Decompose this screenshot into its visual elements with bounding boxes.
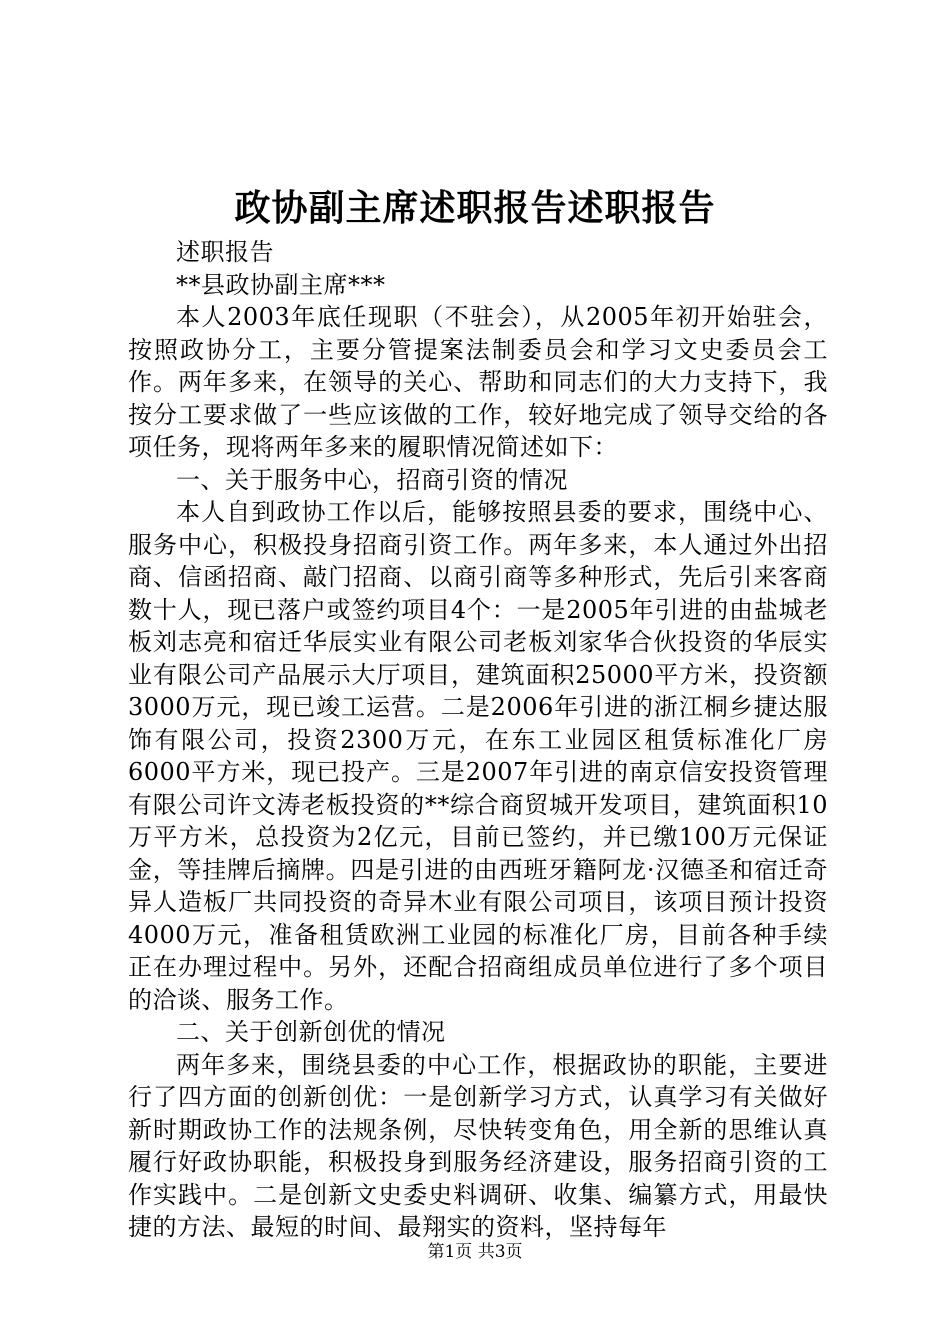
document-body	[128, 236, 828, 1244]
paragraph-investment: 本人自到政协工作以后，能够按照县委的要求，围绕中心、服务中心，积极投身招商引资工作。两年多来，本人通过外出招商、信函招商、敲门招商、以商引商等多种形式，先后引来客商数十人，现已落户或签约项目4个：一是2005年引进的由盐城老板刘志亮和宿迁华辰实业有限公司老板刘家华合伙投资的华辰实业有限公司产品展示大厅项目，建筑面积25000平方米，投资额3000万元，现已竣工运营。二是2006年引进的浙江桐乡捷达服饰有限公司，投资2300万元，在东工业园区租赁标准化厂房6000平方米，现已投产。三是2007年引进的南京信安投资管理有限公司许文涛老板投资的**综合商贸城开发项目，建筑面积10万平方米，总投资为2亿元，目前已签约，并已缴100万元保证金，等挂牌后摘牌。四是引进的由西班牙籍阿龙·汉德圣和宿迁奇异人造板厂共同投资的奇异木业有限公司项目，该项目预计投资4000万元，准备租赁欧洲工业园的标准化厂房，目前各种手续正在办理过程中。另外，还配合招商组成员单位进行了多个项目的洽谈、服务工作。	[128, 498, 828, 1014]
paragraph-intro: 本人2003年底任现职（不驻会），从2005年初开始驻会，按照政协分工，主要分管提案法制委员会和学习文史委员会工作。两年多来，在领导的关心、帮助和同志们的大力支持下，我按分工要求做了一些应该做的工作，较好地完成了领导交给的各项任务，现将两年多来的履职情况简述如下：	[128, 303, 828, 461]
paragraph-innovation: 两年多来，围绕县委的中心工作，根据政协的职能，主要进行了四方面的创新创优：一是创新学习方式，认真学习有关做好新时期政协工作的法规条例，尽快转变角色，用全新的思维认真履行好政协职能，积极投身到服务经济建设，服务招商引资的工作实践中。二是创新文史委史料调研、收集、编纂方式，用最快捷的方法、最短的时间、最翔实的资料，坚持每年	[128, 1050, 828, 1241]
subtitle-report: 述职报告	[176, 238, 274, 266]
author-line: **县政协副主席***	[176, 270, 386, 299]
document-title: 政协副主席述职报告述职报告	[234, 187, 716, 229]
section-heading-2: 二、关于创新创优的情况	[176, 1018, 446, 1046]
section-heading-1: 一、关于服务中心，招商引资的情况	[176, 465, 568, 494]
page-footer: 第1页 共3页	[427, 1242, 523, 1262]
